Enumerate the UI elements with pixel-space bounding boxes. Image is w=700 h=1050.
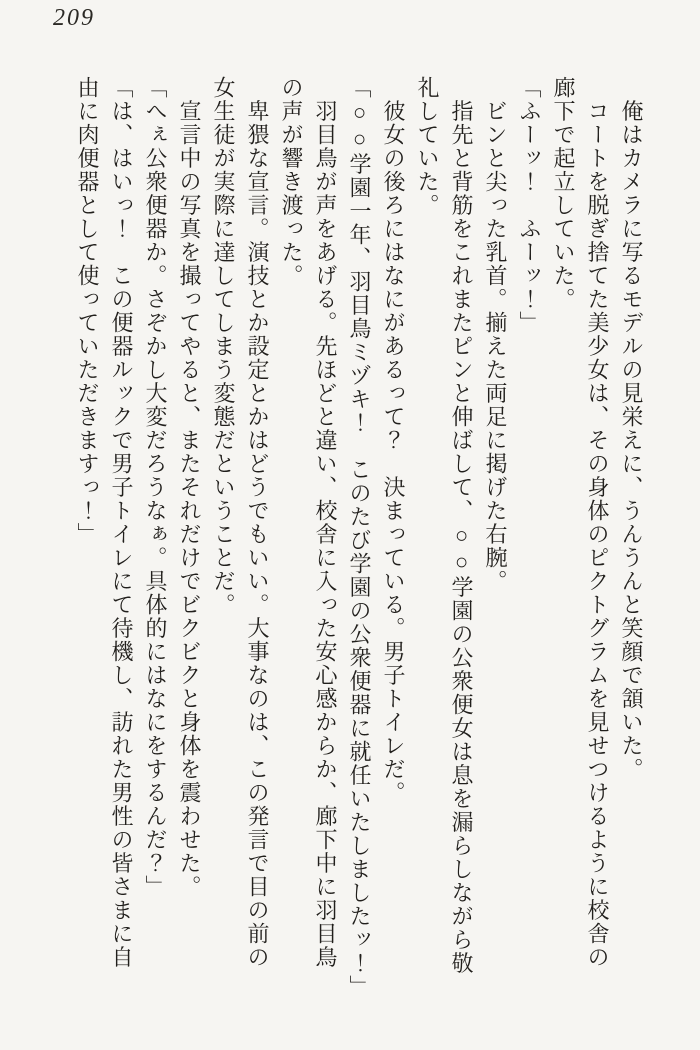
text-line: 「○○学園一年、羽目鳥ミヅキ！ このたび学園の公衆便器に就任いたしましたッ！」	[347, 76, 372, 999]
text-line: 指先と背筋をこれまたピンと伸ばして、○○学園の公衆便女は息を漏らしながら敬	[449, 76, 474, 975]
text-line: 女生徒が実際に達してしまう変態だということだ。	[211, 76, 236, 617]
text-line: 羽目鳥が声をあげる。先ほどと違い、校舎に入った安心感からか、廊下中に羽目鳥	[313, 76, 338, 969]
text-line: 卑猥な宣言。演技とか設定とかはどうでもいい。大事なのは、この発言で目の前の	[245, 76, 270, 969]
page-number: 209	[53, 5, 95, 31]
text-line: 彼女の後ろにはなにがあるって？ 決まっている。男子トイレだ。	[381, 76, 406, 805]
text-line: 「は、はいっ！ この便器ルックで男子トイレにて待機し、訪れた男性の皆さまに自	[109, 76, 134, 969]
text-line: 「ふーッ！ ふーッ！」	[517, 76, 542, 335]
text-line: コートを脱ぎ捨てた美少女は、その身体のピクトグラムを見せつけるように校舎の	[585, 76, 610, 969]
text-line: 廊下で起立していた。	[551, 76, 576, 311]
body-text	[46, 76, 648, 1000]
text-line: ビンと尖った乳首。揃えた両足に掲げた右腕。	[483, 76, 508, 593]
text-line: 俺はカメラに写るモデルの見栄えに、うんうんと笑顔で頷いた。	[619, 76, 644, 781]
text-line: 「へぇ公衆便器か。さぞかし大変だろうなぁ。具体的にはなにをするんだ？」	[143, 76, 168, 899]
text-line: 由に肉便器として使っていただきますっ！」	[75, 76, 100, 546]
text-line: 礼していた。	[415, 76, 440, 217]
text-line: 宣言中の写真を撮ってやると、またそれだけでビクビクと身体を震わせた。	[177, 76, 202, 899]
text-line: の声が響き渡った。	[279, 76, 304, 288]
